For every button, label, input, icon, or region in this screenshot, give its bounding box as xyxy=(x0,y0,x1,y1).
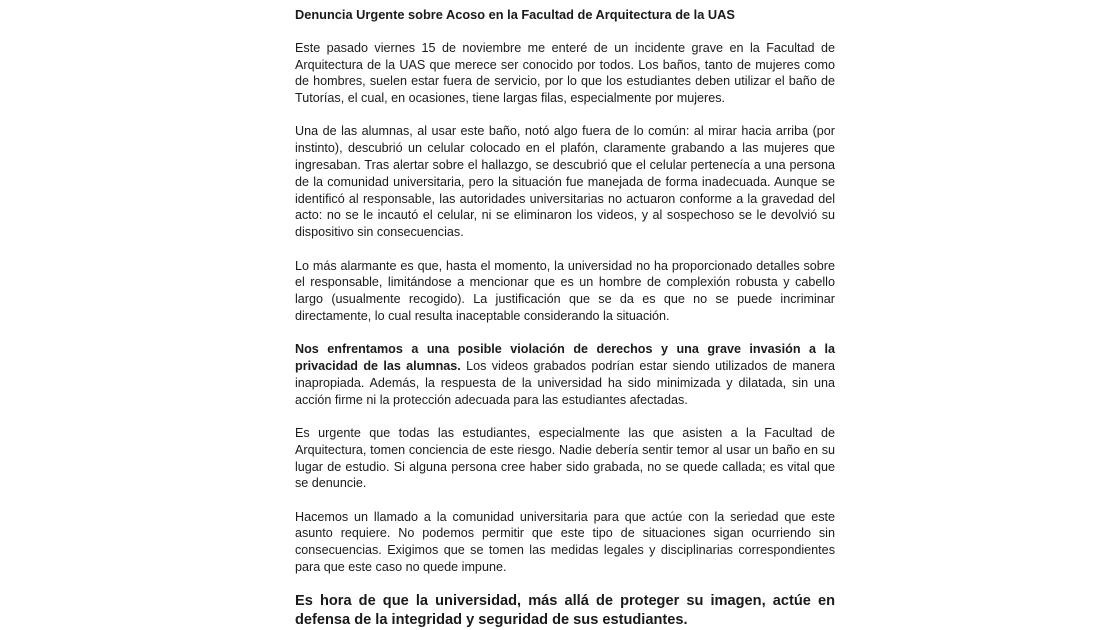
paragraph-call-to-action: Hacemos un llamado a la comunidad universitaria para que actúe con la seriedad que este asunto requiere. No podemos permitir que este tipo de situaciones sigan ocurriendo sin consecuencias. Exigimos que se tomen las medidas legales y disciplinarias correspondientes para que este caso no quede impune. xyxy=(295,509,835,575)
paragraph-urgent: Es urgente que todas las estudiantes, especialmente las que asisten a la Facultad de Arquitectura, tomen conciencia de este riesgo. Nadie debería sentir temor al usar un baño en su lugar de estudio. Si alguna persona cree haber sido grabada, no se quede callada; es vital que se denuncie. xyxy=(295,425,835,491)
document-page xyxy=(295,7,835,630)
paragraph-incident: Este pasado viernes 15 de noviembre me enteré de un incidente grave en la Facultad de Arquitectura de la UAS que merece ser conocido por todos. Los baños, tanto de mujeres como de hombres, suelen estar fuera de servicio, por lo que los estudiantes deben utilizar el baño de Tutorías, el cual, en ocasiones, tiene largas filas, especialmente por mujeres. xyxy=(295,40,835,106)
paragraph-alarming: Lo más alarmante es que, hasta el momento, la universidad no ha proporcionado detalles sobre el responsable, limitándose a mencionar que es un hombre de complexión robusta y cabello largo (usualmente recogido). La justificación que se da es que no se puede incriminar directamente, lo cual resulta inaceptable considerando la situación. xyxy=(295,258,835,323)
paragraph-rights xyxy=(295,341,835,408)
document-title: Denuncia Urgente sobre Acoso en la Facultad de Arquitectura de la UAS xyxy=(295,7,735,22)
paragraph-discovery: Una de las alumnas, al usar este baño, notó algo fuera de lo común: al mirar hacia arriba (por instinto), descubrió un celular colocado en el plafón, claramente grabando a las mujeres que ingresaban. Tras alertar sobre el hallazgo, se descubrió que el celular pertenecía a una persona de la comunidad universitaria, pero la situación fue manejada de forma inadecuada. Aunque se identificó al responsable, las autoridades universitarias no actuaron conforme a la gravedad del acto: no se le incautó el celular, ni se eliminaron los videos, y al sospechoso se le devolvió su dispositivo sin consecuencias. xyxy=(295,124,835,240)
closing-statement: Es hora de que la universidad, más allá de proteger su imagen, actúe en defensa de la integridad y seguridad de sus estudiantes. xyxy=(295,593,835,629)
paragraph-rights-bold: Nos enfrentamos a una posible violación de derechos y una grave invasión a la privacidad de las alumnas. xyxy=(295,342,835,374)
paragraph-rights-rest: Los videos grabados podrían estar siendo utilizados de manera inapropiada. Además, la respuesta de la universidad ha sido minimizada y dilatada, sin una acción firme ni la protección adecuada para las estudiantes afectadas. xyxy=(295,359,835,407)
